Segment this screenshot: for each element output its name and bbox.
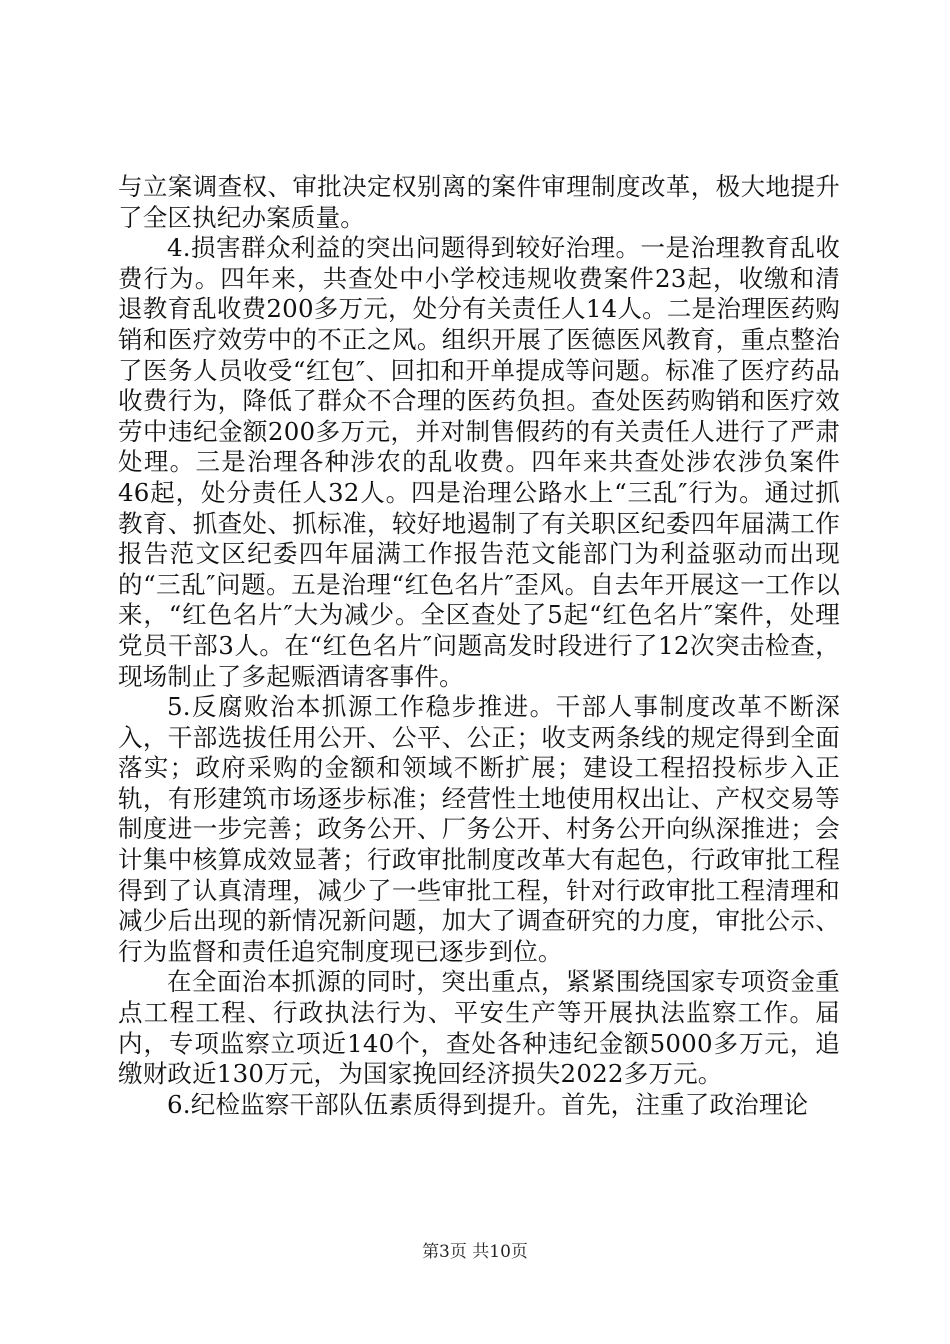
paragraph-item-6: 6.纪检监察干部队伍素质得到提升。首先，注重了政治理论 bbox=[167, 1089, 809, 1119]
page-number-footer: 第3页 共10页 bbox=[422, 1242, 528, 1262]
paragraph-supervision: 在全面治本抓源的同时，突出重点，紧紧围绕国家专项资金重点工程工程、行政执法行为、平安生产等开展执法监察工作。届内，专项监察立项近140个，查处各种违纪金额5000多万元，追缴财政近130万元，为国家挽回经济损失2022多万元。 bbox=[118, 967, 840, 1089]
paragraph-item-5: 5.反腐败治本抓源工作稳步推进。干部人事制度改革不断深入，干部选拔任用公开、公平、公正；收支两条线的规定得到全面落实；政府采购的金额和领域不断扩展；建设工程招投标步入正轨，有形建筑市场逐步标准；经营性土地使用权出让、产权交易等制度进一步完善；政务公开、厂务公开、村务公开向纵深推进；会计集中核算成效显著；行政审批制度改革大有起色，行政审批工程得到了认真清理，减少了一些审批工程，针对行政审批工程清理和减少后出现的新情况新问题，加大了调查研究的力度，审批公示、行为监督和责任追究制度现已逐步到位。 bbox=[118, 692, 840, 966]
paragraph-item-4: 4.损害群众利益的突出问题得到较好治理。一是治理教育乱收费行为。四年来，共查处中小学校违规收费案件23起，收缴和清退教育乱收费200多万元，处分有关责任人14人。二是治理医药购销和医疗效劳中的不正之风。组织开展了医德医风教育，重点整治了医务人员收受“红包″、回扣和开单提成等问题。标准了医疗药品收费行为，降低了群众不合理的医药负担。查处医药购销和医疗效劳中违纪金额200多万元，并对制售假药的有关责任人进行了严肃处理。三是治理各种涉农的乱收费。四年来共查处涉农涉负案件46起，处分责任人32人。四是治理公路水上“三乱″行为。通过抓教育、抓查处、抓标准，较好地遏制了有关职区纪委四年届满工作报告范文区纪委四年届满工作报告范文能部门为利益驱动而出现的“三乱″问题。五是治理“红色名片″歪风。自去年开展这一工作以来，“红色名片″大为减少。全区查处了5起“红色名片″案件，处理党员干部3人。在“红色名片″问题高发时段进行了12次突击检查，现场制止了多起赈酒请客事件。 bbox=[118, 233, 840, 691]
document-body bbox=[118, 172, 840, 1120]
paragraph-continuation: 与立案调查权、审批决定权别离的案件审理制度改革，极大地提升了全区执纪办案质量。 bbox=[118, 172, 840, 232]
